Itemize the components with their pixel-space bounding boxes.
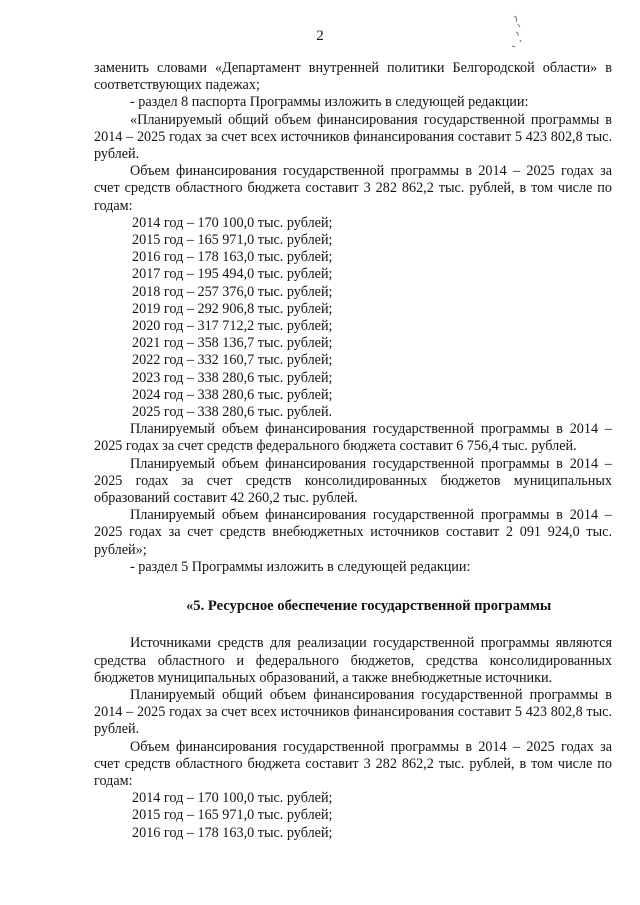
year-item: 2015 год – 165 971,0 тыс. рублей;	[132, 232, 333, 249]
paragraph-municipal-budget: Планируемый объем финансирования государственной программы в 2014 – 2025 годах за счет средств консолидированных бюджетов муниципальных образований составит 42 260,2 тыс. рублей.	[94, 455, 612, 507]
year-item: 2017 год – 195 494,0 тыс. рублей;	[132, 266, 333, 283]
paragraph-funding-sources: Источниками средств для реализации государственной программы являются средства областного и федерального бюджетов, средства консолидированных бюджетов муниципальных образований, а также внебюджетные источники.	[94, 635, 612, 686]
year-item: 2025 год – 338 280,6 тыс. рублей.	[132, 404, 333, 421]
year-list-s5	[94, 790, 612, 842]
paragraph-extrabudgetary: Планируемый объем финансирования государственной программы в 2014 – 2025 годах за счет средств внебюджетных источников составит 2 091 924,0 тыс. рублей»;	[94, 507, 612, 558]
paragraph-federal-budget: Планируемый объем финансирования государственной программы в 2014 – 2025 годах за счет средств федерального бюджета составит 6 756,4 тыс. рублей.	[94, 421, 612, 455]
year-item: 2020 год – 317 712,2 тыс. рублей;	[132, 318, 333, 335]
page-number: 2	[316, 28, 324, 44]
paragraph-regional-budget: Объем финансирования государственной программы в 2014 – 2025 годах за счет средств областного бюджета составит 3 282 862,2 тыс. рублей, в том числе по годам:	[94, 163, 612, 214]
year-item: 2022 год – 332 160,7 тыс. рублей;	[132, 352, 333, 369]
paragraph-section8-intro: - раздел 8 паспорта Программы изложить в следующей редакции:	[130, 94, 529, 111]
paragraph-total-funding: «Планируемый общий объем финансирования государственной программы в 2014 – 2025 годах за счет всех источников финансирования составит 5 423 802,8 тыс. рублей.	[94, 111, 612, 163]
paragraph-replace-words: заменить словами «Департамент внутренней политики Белгородской области» в соответствующих падежах;	[94, 60, 612, 94]
year-item: 2023 год – 338 280,6 тыс. рублей;	[132, 369, 333, 386]
section-heading: «5. Ресурсное обеспечение государственной программы	[186, 598, 552, 615]
year-item: 2016 год – 178 163,0 тыс. рублей;	[132, 249, 333, 266]
year-item: 2015 год – 165 971,0 тыс. рублей;	[132, 807, 333, 824]
paragraph-total-funding-s5: Планируемый общий объем финансирования государственной программы в 2014 – 2025 годах за счет всех источников финансирования составит 5 423 802,8 тыс. рублей.	[94, 686, 612, 738]
year-item: 2021 год – 358 136,7 тыс. рублей;	[132, 335, 333, 352]
document-body	[94, 60, 612, 842]
year-item: 2014 год – 170 100,0 тыс. рублей;	[132, 214, 333, 231]
handwritten-mark	[508, 12, 530, 52]
year-item: 2019 год – 292 906,8 тыс. рублей;	[132, 300, 333, 317]
paragraph-section5-intro: - раздел 5 Программы изложить в следующей редакции:	[130, 558, 471, 575]
year-item: 2014 год – 170 100,0 тыс. рублей;	[132, 790, 333, 807]
year-item: 2024 год – 338 280,6 тыс. рублей;	[132, 386, 333, 403]
paragraph-regional-budget-s5: Объем финансирования государственной программы в 2014 – 2025 годах за счет средств областного бюджета составит 3 282 862,2 тыс. рублей, в том числе по годам:	[94, 738, 612, 789]
year-item: 2016 год – 178 163,0 тыс. рублей;	[132, 824, 333, 841]
year-item: 2018 год – 257 376,0 тыс. рублей;	[132, 283, 333, 300]
year-list	[94, 215, 612, 421]
